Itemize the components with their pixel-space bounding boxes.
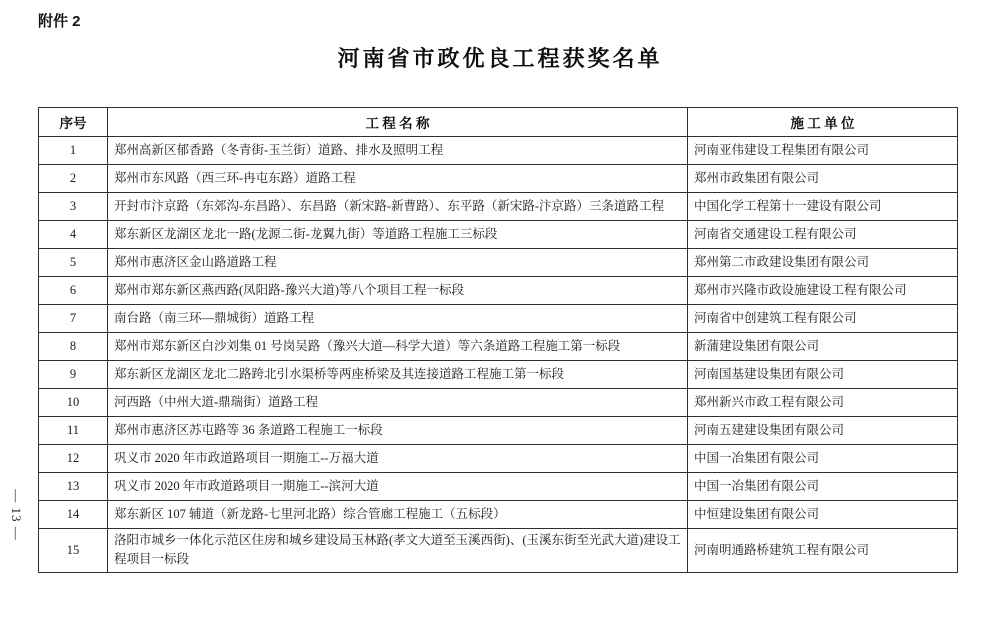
table-row bbox=[39, 193, 958, 221]
table-row bbox=[39, 501, 958, 529]
project-name-cell: 巩义市 2020 年市政道路项目一期施工--滨河大道 bbox=[108, 473, 688, 501]
construction-unit-cell: 河南国基建设集团有限公司 bbox=[688, 361, 958, 389]
table-row bbox=[39, 361, 958, 389]
table-row bbox=[39, 333, 958, 361]
row-index-cell: 14 bbox=[39, 501, 108, 529]
construction-unit-cell: 河南省中创建筑工程有限公司 bbox=[688, 305, 958, 333]
construction-unit-cell: 河南明通路桥建筑工程有限公司 bbox=[688, 529, 958, 573]
table-row bbox=[39, 417, 958, 445]
project-name-cell: 郑东新区 107 辅道（新龙路-七里河北路）综合管廊工程施工（五标段） bbox=[108, 501, 688, 529]
project-name-cell: 南台路（南三环—鼎城街）道路工程 bbox=[108, 305, 688, 333]
column-header-project: 工 程 名 称 bbox=[108, 108, 688, 137]
column-header-index: 序号 bbox=[39, 108, 108, 137]
construction-unit-cell: 郑州市政集团有限公司 bbox=[688, 165, 958, 193]
table-row bbox=[39, 305, 958, 333]
row-index-cell: 10 bbox=[39, 389, 108, 417]
row-index-cell: 2 bbox=[39, 165, 108, 193]
project-name-cell: 郑州市惠济区苏屯路等 36 条道路工程施工一标段 bbox=[108, 417, 688, 445]
construction-unit-cell: 中国化学工程第十一建设有限公司 bbox=[688, 193, 958, 221]
table-row bbox=[39, 221, 958, 249]
construction-unit-cell: 中国一冶集团有限公司 bbox=[688, 473, 958, 501]
table-row bbox=[39, 529, 958, 573]
project-name-cell: 巩义市 2020 年市政道路项目一期施工--万福大道 bbox=[108, 445, 688, 473]
column-header-unit: 施 工 单 位 bbox=[688, 108, 958, 137]
construction-unit-cell: 郑州新兴市政工程有限公司 bbox=[688, 389, 958, 417]
construction-unit-cell: 中恒建设集团有限公司 bbox=[688, 501, 958, 529]
row-index-cell: 9 bbox=[39, 361, 108, 389]
table-header-row bbox=[39, 108, 958, 137]
row-index-cell: 3 bbox=[39, 193, 108, 221]
row-index-cell: 11 bbox=[39, 417, 108, 445]
project-name-cell: 郑东新区龙湖区龙北一路(龙源二街-龙翼九街）等道路工程施工三标段 bbox=[108, 221, 688, 249]
row-index-cell: 4 bbox=[39, 221, 108, 249]
construction-unit-cell: 河南五建建设集团有限公司 bbox=[688, 417, 958, 445]
row-index-cell: 12 bbox=[39, 445, 108, 473]
project-name-cell: 郑州市郑东新区燕西路(凤阳路-豫兴大道)等八个项目工程一标段 bbox=[108, 277, 688, 305]
row-index-cell: 15 bbox=[39, 529, 108, 573]
project-name-cell: 洛阳市城乡一体化示范区住房和城乡建设局玉林路(孝文大道至玉溪西街)、(玉溪东街至光武大道)建设工程项目一标段 bbox=[108, 529, 688, 573]
table-row bbox=[39, 165, 958, 193]
project-name-cell: 郑东新区龙湖区龙北二路跨北引水渠桥等两座桥梁及其连接道路工程施工第一标段 bbox=[108, 361, 688, 389]
table-row bbox=[39, 249, 958, 277]
row-index-cell: 1 bbox=[39, 137, 108, 165]
project-name-cell: 郑州市郑东新区白沙刘集 01 号岗吴路（豫兴大道—科学大道）等六条道路工程施工第一标段 bbox=[108, 333, 688, 361]
awards-table bbox=[38, 107, 958, 573]
project-name-cell: 郑州市惠济区金山路道路工程 bbox=[108, 249, 688, 277]
row-index-cell: 7 bbox=[39, 305, 108, 333]
table-row bbox=[39, 137, 958, 165]
construction-unit-cell: 郑州市兴隆市政设施建设工程有限公司 bbox=[688, 277, 958, 305]
row-index-cell: 8 bbox=[39, 333, 108, 361]
project-name-cell: 郑州高新区郁香路（冬青街-玉兰街）道路、排水及照明工程 bbox=[108, 137, 688, 165]
construction-unit-cell: 河南亚伟建设工程集团有限公司 bbox=[688, 137, 958, 165]
construction-unit-cell: 新蒲建设集团有限公司 bbox=[688, 333, 958, 361]
project-name-cell: 郑州市东风路（西三环-冉屯东路）道路工程 bbox=[108, 165, 688, 193]
table-row bbox=[39, 389, 958, 417]
page-title: 河南省市政优良工程获奖名单 bbox=[337, 46, 663, 71]
construction-unit-cell: 郑州第二市政建设集团有限公司 bbox=[688, 249, 958, 277]
attachment-label: 附件 2 bbox=[38, 13, 81, 30]
table-row bbox=[39, 473, 958, 501]
row-index-cell: 6 bbox=[39, 277, 108, 305]
project-name-cell: 河西路（中州大道-鼎瑞街）道路工程 bbox=[108, 389, 688, 417]
row-index-cell: 5 bbox=[39, 249, 108, 277]
table-row bbox=[39, 445, 958, 473]
page-number: — 13 — bbox=[9, 489, 24, 541]
table-row bbox=[39, 277, 958, 305]
project-name-cell: 开封市汴京路（东郊沟-东昌路）、东昌路（新宋路-新曹路）、东平路（新宋路-汴京路）三条道路工程 bbox=[108, 193, 688, 221]
row-index-cell: 13 bbox=[39, 473, 108, 501]
construction-unit-cell: 河南省交通建设工程有限公司 bbox=[688, 221, 958, 249]
construction-unit-cell: 中国一冶集团有限公司 bbox=[688, 445, 958, 473]
